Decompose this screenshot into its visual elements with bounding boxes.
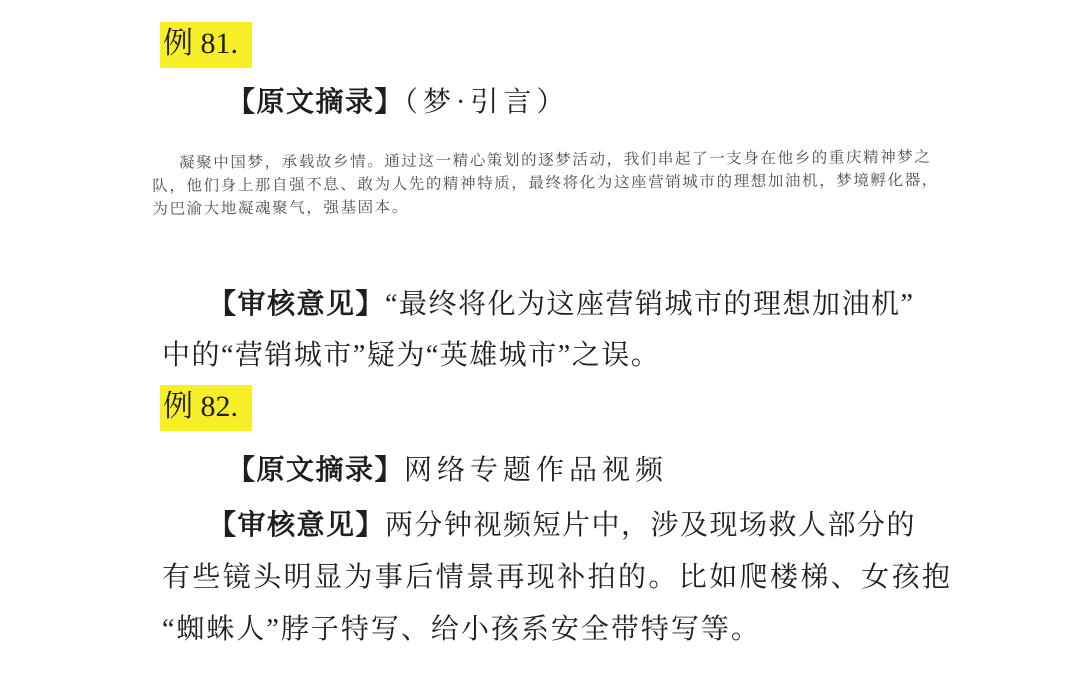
review-opinion-text: “蜘蛛人”脖子特写、给小孩系安全带特写等。 [162,614,761,645]
example-82-heading [160,385,252,431]
example-81-source-line [227,86,569,120]
example-81-highlight: 例 81. [160,22,252,68]
example-81-scanned-excerpt [152,146,953,221]
review-opinion-label: 【审核意见】 [208,289,386,320]
review-opinion-text: 两分钟视频短片中，涉及现场救人部分的 [385,510,917,541]
example-82-review-line [162,561,952,595]
example-82-review-line [208,509,916,543]
example-81-review-line [208,288,914,322]
review-opinion-text: 中的“营销城市”疑为“英雄城市”之误。 [162,340,661,371]
source-excerpt-text: 网络专题作品视频 [404,455,669,486]
example-82-source-line [227,454,668,488]
review-opinion-text: 有些镜头明显为事后情景再现补拍的。比如爬楼梯、女孩抱 [162,562,953,593]
source-excerpt-label: 【原文摘录】 [227,87,405,118]
example-81-heading [160,22,252,68]
review-opinion-label: 【审核意见】 [208,510,386,541]
source-excerpt-text: （梦·引言） [404,87,570,118]
review-opinion-text: “最终将化为这座营销城市的理想加油机” [385,289,915,320]
example-81-review-line [162,339,660,373]
example-82-review-line [162,613,761,647]
excerpt-line: 为巴渝大地凝魂聚气，强基固本。 [152,198,410,218]
excerpt-line: 凝聚中国梦，承载故乡情。通过这一精心策划的逐梦活动，我们串起了一支身在他乡的重庆精神梦之 [179,148,932,172]
source-excerpt-label: 【原文摘录】 [227,455,405,486]
example-82-highlight: 例 82. [160,385,252,431]
excerpt-line: 队，他们身上那自强不息、敢为人先的精神特质，最终将化为这座营销城市的理想加油机，梦境孵化器， [152,171,939,195]
